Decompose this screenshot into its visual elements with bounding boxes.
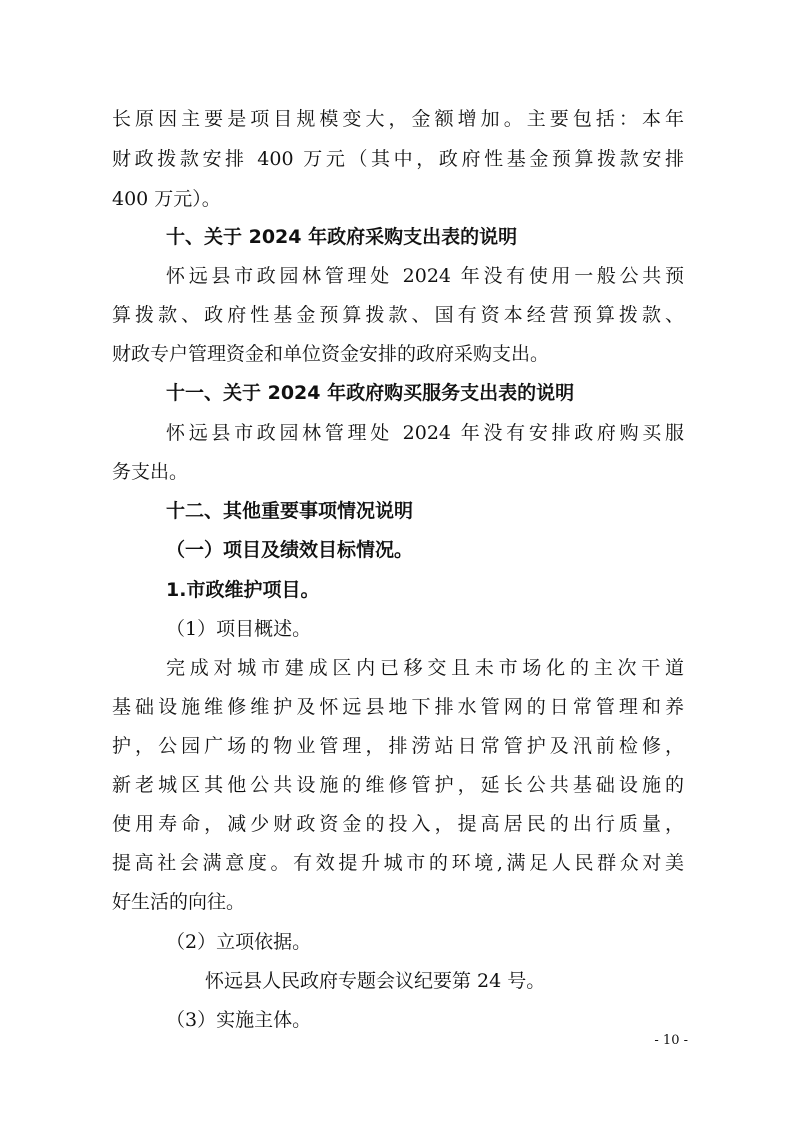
item-implementer: （3）实施主体。 xyxy=(166,1009,312,1031)
item-basis: （2）立项依据。 xyxy=(166,931,312,953)
line-15: 完成对城市建成区内已移交且未市场化的主次干道 xyxy=(166,657,684,679)
line-3: 400 万元）。 xyxy=(112,188,221,210)
line-19: 使用寿命，减少财政资金的投入，提高居民的出行质量， xyxy=(112,813,684,835)
line-23: 怀远县人民政府专题会议纪要第 24 号。 xyxy=(205,970,546,992)
line-9: 怀远县市政园林管理处 2024 年没有安排政府购买服 xyxy=(166,422,684,444)
heading-twelve: 十二、其他重要事项情况说明 xyxy=(166,500,414,522)
line-5: 怀远县市政园林管理处 2024 年没有使用一般公共预 xyxy=(166,265,684,287)
line-6: 算拨款、政府性基金预算拨款、国有资本经营预算拨款、 xyxy=(112,304,684,326)
item-overview: （1）项目概述。 xyxy=(166,618,312,640)
subheading-project-1: 1.市政维护项目。 xyxy=(166,579,320,601)
line-10: 务支出。 xyxy=(112,461,189,483)
line-7: 财政专户管理资金和单位资金安排的政府采购支出。 xyxy=(112,343,550,365)
line-17: 护，公园广场的物业管理，排涝站日常管护及汛前检修， xyxy=(112,735,684,757)
line-1: 长原因主要是项目规模变大，金额增加。主要包括：本年 xyxy=(112,108,684,130)
line-21: 好生活的向往。 xyxy=(112,891,246,913)
line-20: 提高社会满意度。有效提升城市的环境,满足人民群众对美 xyxy=(112,852,684,874)
line-18: 新老城区其他公共设施的维修管护，延长公共基础设施的 xyxy=(112,774,684,796)
page-number: - 10 - xyxy=(654,1033,688,1048)
subheading-one: （一）项目及绩效目标情况。 xyxy=(166,539,414,561)
heading-eleven: 十一、关于 2024 年政府购买服务支出表的说明 xyxy=(166,382,575,404)
line-16: 基础设施维修维护及怀远县地下排水管网的日常管理和养 xyxy=(112,696,684,718)
line-2: 财政拨款安排 400 万元（其中，政府性基金预算拨款安排 xyxy=(112,148,684,170)
heading-ten: 十、关于 2024 年政府采购支出表的说明 xyxy=(166,226,518,248)
